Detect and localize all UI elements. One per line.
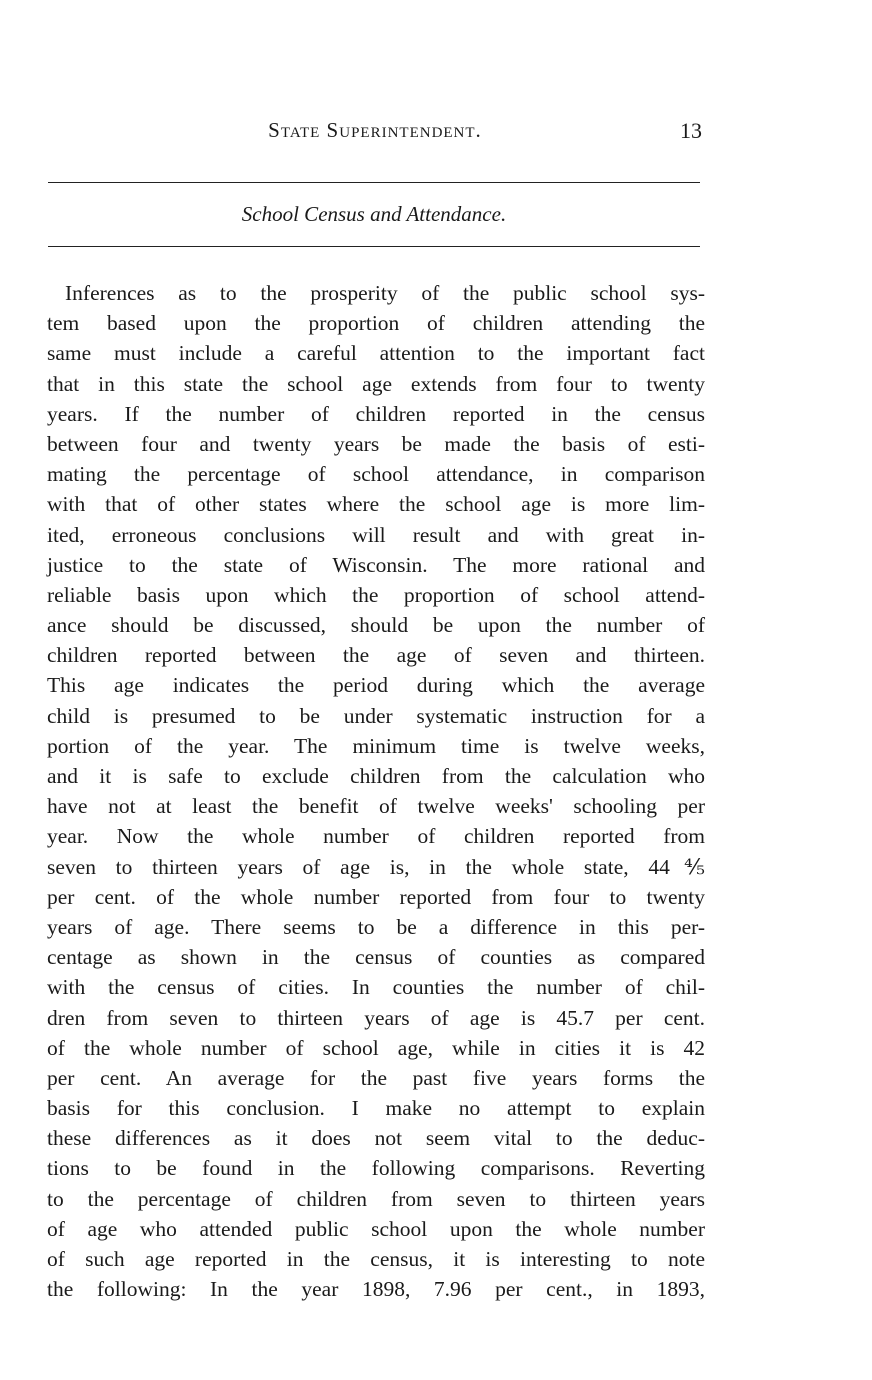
text-line: ited, erroneous conclusions will result and with great in- <box>47 522 705 547</box>
text-line: have not at least the benefit of twelve weeks' schooling per <box>47 794 705 819</box>
text-line: to the percentage of children from seven to thirteen years <box>47 1186 705 1211</box>
text-line: tions to be found in the following comparisons. Reverting <box>47 1156 705 1181</box>
text-line: years. If the number of children reported in the census <box>47 401 705 426</box>
text-line: centage as shown in the census of counties as compared <box>47 945 705 970</box>
text-line: basis for this conclusion. I make no attempt to explain <box>47 1096 705 1121</box>
text-line: children reported between the age of seven and thirteen. <box>47 643 705 668</box>
text-line: same must include a careful attention to the important fact <box>47 341 705 366</box>
text-line: seven to thirteen years of age is, in the whole state, 44⅘ <box>47 854 705 879</box>
bottom-rule <box>48 246 700 247</box>
text-line: dren from seven to thirteen years of age is 45.7 per cent. <box>47 1005 705 1030</box>
text-line: per cent. An average for the past five years forms the <box>47 1065 705 1090</box>
text-line: portion of the year. The minimum time is twelve weeks, <box>47 733 705 758</box>
text-line: with that of other states where the school age is more lim- <box>47 492 705 517</box>
text-line: with the census of cities. In counties the number of chil- <box>47 975 705 1000</box>
text-line: child is presumed to be under systematic instruction for a <box>47 703 705 728</box>
top-rule <box>48 182 700 183</box>
running-title: State Superintendent. <box>268 118 482 142</box>
text-line: the following: In the year 1898, 7.96 per cent., in 1893, <box>47 1277 705 1302</box>
text-line: This age indicates the period during which the average <box>47 673 705 698</box>
text-line: of age who attended public school upon the whole number <box>47 1216 705 1241</box>
text-line: between four and twenty years be made the basis of esti- <box>47 431 705 456</box>
text-line: that in this state the school age extends from four to twenty <box>47 371 705 396</box>
running-head <box>48 118 702 148</box>
section-title: School Census and Attendance. <box>241 202 507 226</box>
text-line: and it is safe to exclude children from the calculation who <box>47 764 705 788</box>
text-line: year. Now the whole number of children reported from <box>47 824 705 849</box>
text-line: mating the percentage of school attendance, in comparison <box>47 462 705 487</box>
text-line: these differences as it does not seem vital to the deduc- <box>47 1126 705 1151</box>
text-line: of the whole number of school age, while in cities it is 42 <box>47 1035 705 1060</box>
text-line: per cent. of the whole number reported from four to twenty <box>47 884 705 909</box>
text-line: ance should be discussed, should be upon the number of <box>47 613 705 638</box>
text-line: tem based upon the proportion of children attending the <box>47 311 705 336</box>
text-line: of such age reported in the census, it is interesting to note <box>47 1247 705 1271</box>
text-line: years of age. There seems to be a difference in this per- <box>47 914 705 939</box>
text-line: justice to the state of Wisconsin. The more rational and <box>47 552 705 577</box>
text-line: reliable basis upon which the proportion of school attend- <box>47 582 705 607</box>
text-line: Inferences as to the prosperity of the public school sys- <box>65 281 705 305</box>
page-number: 13 <box>680 118 702 143</box>
body-paragraph <box>47 278 705 1304</box>
